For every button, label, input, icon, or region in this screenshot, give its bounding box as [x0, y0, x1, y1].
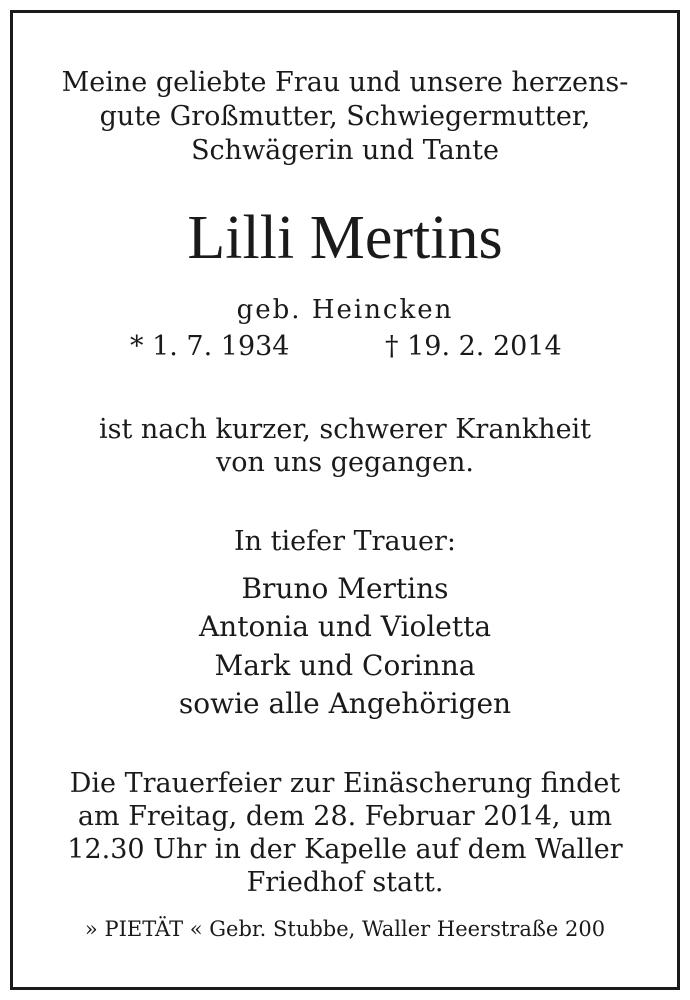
- intro-line-2: gute Großmutter, Schwiegermutter,: [99, 101, 591, 132]
- ceremony-line-2: am Freitag, dem 28. Februar 2014, um: [77, 801, 613, 832]
- mourning-heading: In tiefer Trauer:: [234, 526, 456, 557]
- mourner-3: Mark und Corinna: [214, 649, 476, 682]
- deceased-name: Lilli Mertins: [187, 204, 503, 272]
- life-dates: [13, 331, 677, 367]
- maiden-name: geb. Heincken: [236, 295, 454, 325]
- intro-line-1: Meine geliebte Frau und unsere herzens-: [61, 67, 629, 98]
- message-line-2: von uns gegangen.: [216, 447, 474, 478]
- mourner-4: sowie alle Angehörigen: [178, 687, 512, 720]
- ceremony-line-3: 12.30 Uhr in der Kapelle auf dem Waller: [67, 834, 623, 865]
- obituary-notice: [10, 10, 680, 990]
- death-date: † 19. 2. 2014: [385, 331, 562, 362]
- mourner-1: Bruno Mertins: [241, 572, 449, 605]
- funeral-home: » PIETÄT « Gebr. Stubbe, Waller Heerstraße 200: [84, 917, 606, 941]
- birth-date: * 1. 7. 1934: [130, 331, 290, 362]
- intro-line-3: Schwägerin und Tante: [191, 135, 499, 166]
- message-line-1: ist nach kurzer, schwerer Krankheit: [98, 414, 592, 445]
- ceremony-line-4: Friedhof statt.: [246, 867, 444, 898]
- mourner-2: Antonia und Violetta: [198, 610, 492, 643]
- ceremony-line-1: Die Trauerfeier zur Einäscherung findet: [69, 768, 621, 799]
